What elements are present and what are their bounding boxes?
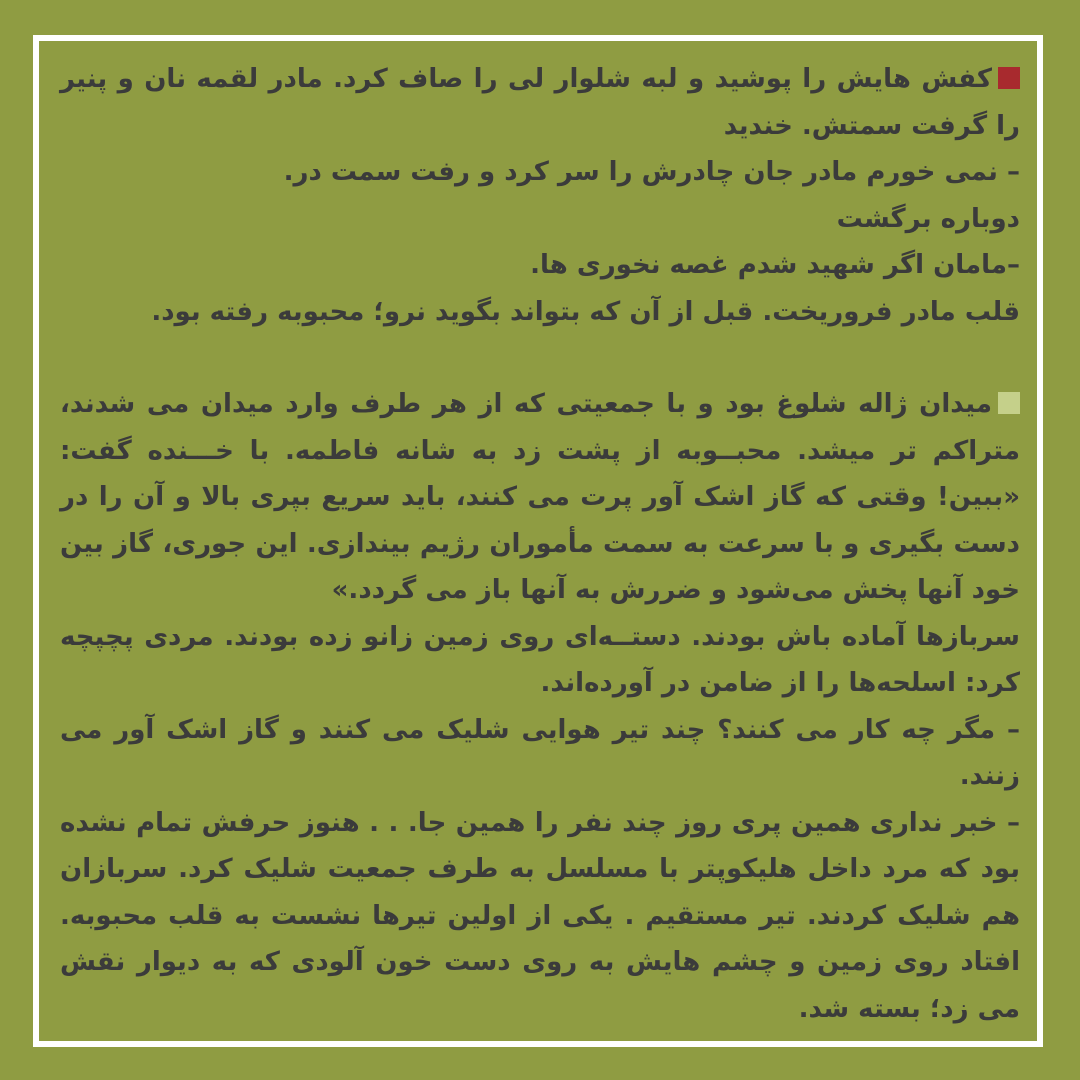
section-2-line-2: سربازها آماده باش بودند. دستــه‌ای روی زمین زانو زده بودند. مردی پچپچه کرد: اسلحه‌ها را از ضامن در آورده‌اند. bbox=[60, 621, 1020, 698]
section-1-line-1-text: کفش هایش را پوشید و لبه شلوار لی را صاف کرد. مادر لقمه نان و پنیر را گرفت سمتش. خندید bbox=[60, 64, 1020, 141]
green-square-bullet-icon bbox=[998, 392, 1020, 414]
section-2-line-4: – خبر نداری همین پری روز چند نفر را همین جا. . . هنوز حرفش تمام نشده بود که مرد داخل هلیکوپتر با مسلسل به طرف جمعیت شلیک کرد. سربازان هم شلیک کردند. تیر مستقیم . یکی از اولین تیرها نشست به قلب محبوبه. افتاد روی زمین و چشم هایش به روی دست خون آلودی که به دیوار نقش می زد؛ بسته شد. bbox=[60, 807, 1020, 1024]
section-1-line-2: – نمی خورم مادر جان چادرش را سر کرد و رفت سمت در. bbox=[283, 157, 1020, 187]
story-text bbox=[60, 56, 1020, 1032]
section-1-line-3: دوباره برگشت bbox=[836, 203, 1020, 234]
section-2-line-1 bbox=[60, 381, 1020, 614]
section-1-line-5: قلب مادر فروریخت. قبل از آن که بتواند بگوید نرو؛ محبوبه رفته بود. bbox=[151, 296, 1020, 327]
paragraph-gap bbox=[60, 335, 1020, 381]
section-1-line-1 bbox=[60, 56, 1020, 149]
section-2-line-1-text: میدان ژاله شلوغ بود و با جمعیتی که از هر طرف وارد میدان می شدند، متراکم تر میشد. محبــوبه از پشت زد به شانه فاطمه. با خـــنده گفت: «ببین! وقتی که گاز اشک آور پرت می کنند، باید سریع بپری بالا و آن را در دست بگیری و با سرعت به سمت مأموران رژیم بیندازی. این جوری، گاز بین خود آنها پخش می‌شود و ضررش به آنها باز می گردد.» bbox=[60, 389, 1020, 605]
section-1-line-4: –مامان اگر شهید شدم غصه نخوری ها. bbox=[530, 250, 1020, 280]
section-2-line-3: – مگر چه کار می کنند؟ چند تیر هوایی شلیک می کنند و گاز اشک آور می زنند. bbox=[60, 714, 1020, 791]
red-square-bullet-icon bbox=[998, 67, 1020, 89]
